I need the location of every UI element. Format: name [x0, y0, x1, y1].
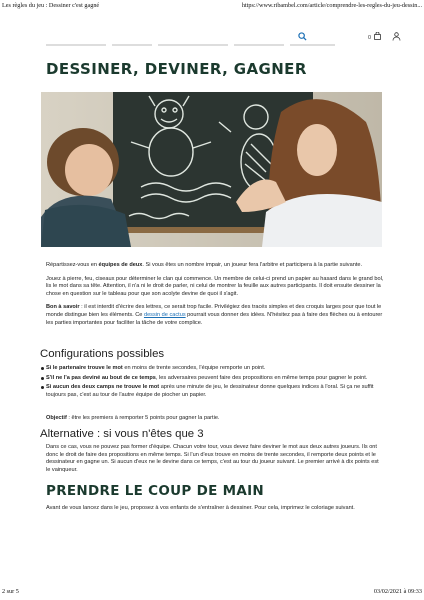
list-item: S'il ne l'a pas deviné au bout de ce temps, les adversaires peuvent faire des propositions en même temps pour gagner le point.	[46, 375, 386, 383]
article-intro	[46, 262, 384, 333]
configurations-list	[46, 365, 386, 401]
section-practice-title: PRENDRE LE COUP DE MAIN	[46, 483, 265, 499]
cut-off-previous-line	[46, 44, 346, 48]
article-title: DESSINER, DEVINER, GAGNER	[46, 60, 307, 78]
section-configurations-title: Configurations possibles	[40, 348, 165, 360]
intro-paragraph-2: Jouez à pierre, feu, ciseaux pour déterminer le clan qui commence. Un membre de celui-ci prend un papier au hasard dans le grand bol, lis le mot dans sa tête. Attention, il n'a ni le droit de parler, ni celui de montrer la feuille aux autres participants. Il doit ensuite dessiner la chose en question sur le tableau pour que son acolyte devine de quoi il s'agit.	[46, 275, 384, 297]
search-icon[interactable]	[298, 30, 307, 42]
objective-text: Objectif : être les premiers à remporter 5 points pour gagner la partie.	[46, 415, 220, 421]
practice-paragraph: Avant de vous lancez dans le jeu, proposez à vos enfants de s'entraîner à dessiner. Pour cela, imprimez le coloriage suivant.	[46, 505, 355, 511]
list-item: Si aucun des deux camps ne trouve le mot après une minute de jeu, le dessinateur donne quelques indices à l'oral. Si ça ne suffit toujours pas, c'est au tour de l'autre équipe de piocher un papier.	[46, 384, 386, 399]
print-header	[2, 2, 422, 12]
cart-icon[interactable]	[374, 30, 381, 42]
cart-count: 0	[368, 35, 372, 41]
print-footer	[2, 588, 422, 598]
print-header-url: https://www.ribambel.com/article/comprendre-les-regles-du-jeu-dessin...	[241, 2, 422, 9]
cactus-drawing-link[interactable]: dessin de cactus	[143, 311, 186, 318]
section-alternative-title: Alternative : si vous n'êtes que 3	[40, 428, 204, 440]
article-photo-chalkboard	[41, 92, 382, 247]
intro-paragraph-1: Répartissez-vous en équipes de deux. Si vous êtes un nombre impair, un joueur fera l'arbitre et participera à la partie suivante.	[46, 262, 363, 268]
print-footer-datetime: 03/02/2021 à 09:33	[373, 588, 422, 595]
account-icon[interactable]	[392, 30, 401, 42]
list-item: Si le partenaire trouve le mot en moins de trente secondes, l'équipe remporte un point.	[46, 365, 386, 373]
print-footer-page: 2 sur 5	[2, 588, 19, 595]
print-header-title: Les règles du jeu : Dessiner c'est gagné	[2, 2, 100, 9]
alternative-paragraph: Dans ce cas, vous ne pouvez pas former d'équipe. Chacun votre tour, vous devez faire deviner le mot aux deux autres joueurs. Ils ont donc le droit de faire des propositions en même temps. Si l'un d'eux trouve en moins de trente secondes, il remporte deux points et le dessinateur en gagne un. Si aucun d'eux ne le devine dans ce temps, c'est au tour du joueur suivant. Le premier arrivé à dix points est le vainqueur.	[46, 444, 379, 473]
intro-paragraph-3: Bon à savoir : il est interdit d'écrire des lettres, ce serait trop facile. Privilégiez des tracés simples et des croquis larges pour que tout le monde distingue bien les éléments. Ce dessin de cactus pourrait vous donner des idées. N'hésitez pas à faire des flèches ou à entourer les parties importantes pour faciliter la tâche de votre complice.	[46, 304, 383, 326]
